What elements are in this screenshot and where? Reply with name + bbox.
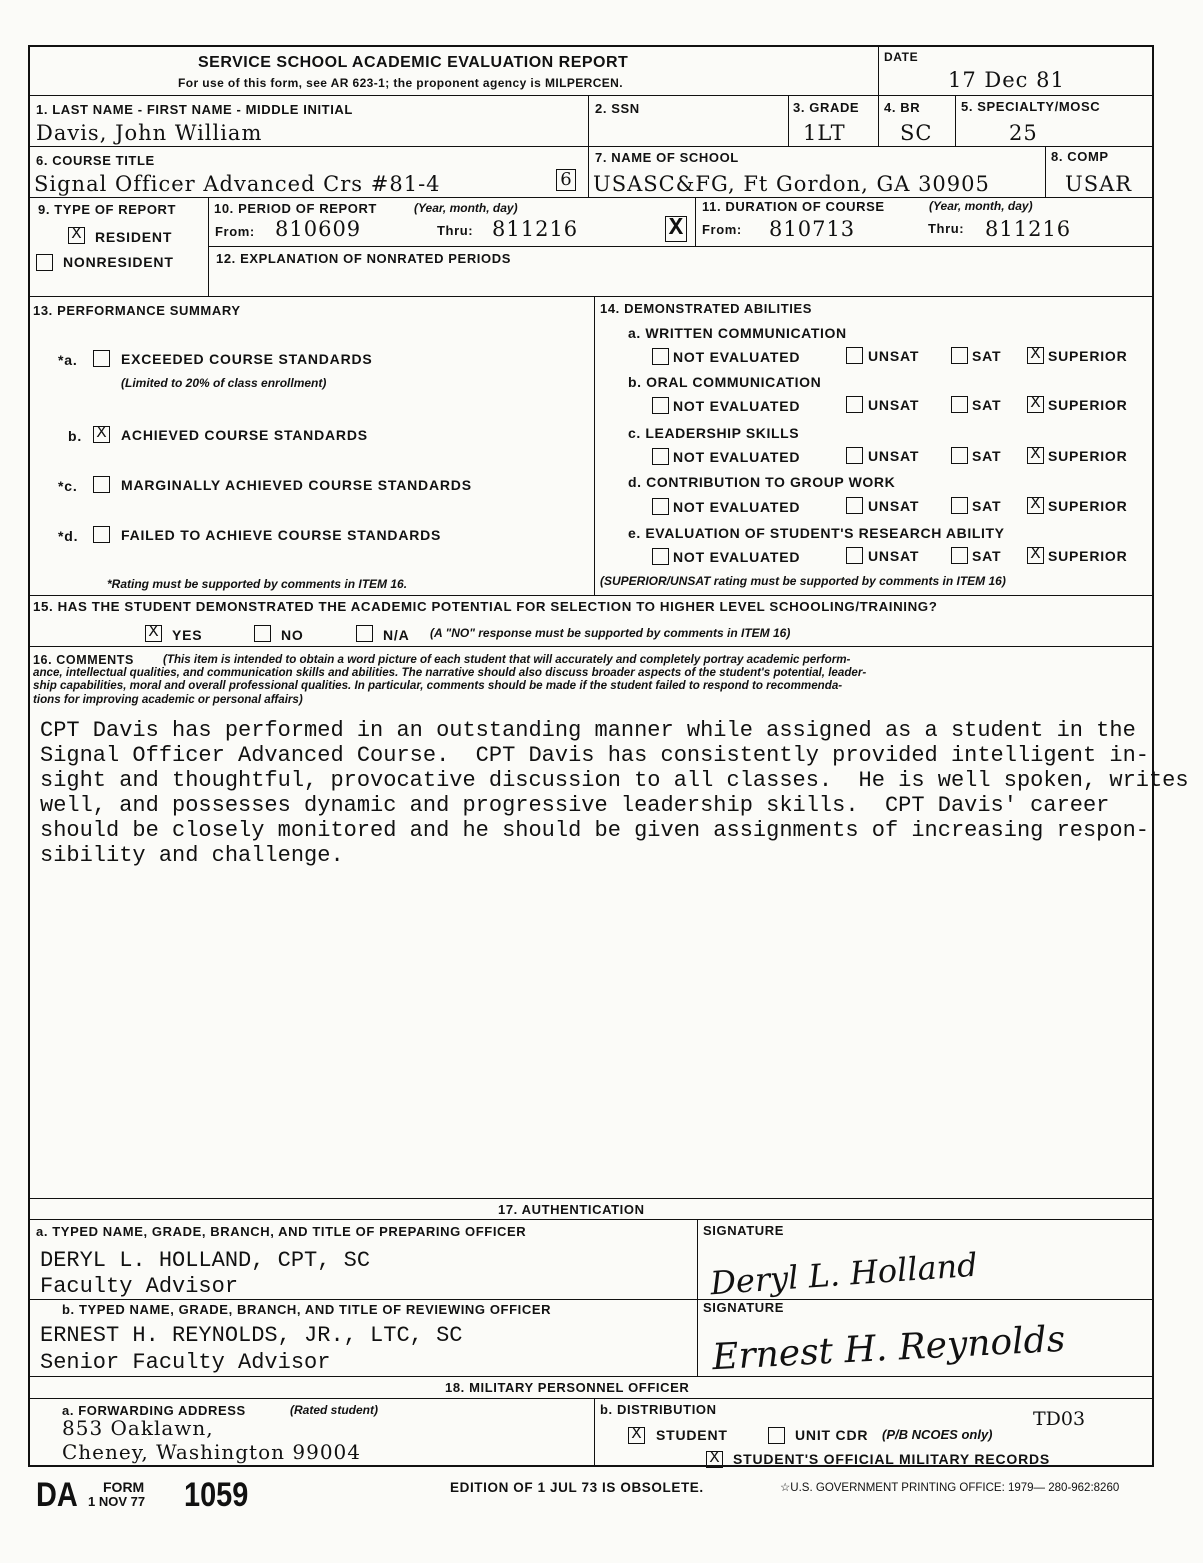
perf-c-prefix: *c. xyxy=(58,478,78,494)
perf-d-prefix: *d. xyxy=(58,528,79,544)
form-date: 1 NOV 77 xyxy=(88,1494,146,1509)
group-sat-label: SAT xyxy=(972,498,1002,514)
comments-label: 16. COMMENTS xyxy=(33,653,134,667)
dist-unit-cdr-label: UNIT CDR xyxy=(795,1427,869,1443)
period-thru-value[interactable]: 811216 xyxy=(492,217,579,241)
comp-value[interactable]: USAR xyxy=(1065,172,1133,196)
dist-student-label: STUDENT xyxy=(656,1427,728,1443)
course-code-mark: 6 xyxy=(556,169,576,191)
school-value[interactable]: USASC&FG, Ft Gordon, GA 30905 xyxy=(593,172,990,196)
exceeded-checkbox[interactable] xyxy=(93,350,110,367)
ssn-field[interactable] xyxy=(595,120,785,142)
group-superior-label: SUPERIOR xyxy=(1048,498,1128,514)
ability-leadership-label: c. LEADERSHIP SKILLS xyxy=(628,425,800,441)
oral-superior-label: SUPERIOR xyxy=(1048,397,1128,413)
reviewing-officer-title[interactable]: Senior Faculty Advisor xyxy=(40,1350,331,1375)
leadership-not-evaluated-checkbox[interactable] xyxy=(652,448,669,465)
military-officer-label: 18. MILITARY PERSONNEL OFFICER xyxy=(445,1380,690,1395)
report-type-label: 9. TYPE OF REPORT xyxy=(38,202,177,217)
forwarding-address-hint: (Rated student) xyxy=(290,1403,378,1417)
reviewing-signature-label: SIGNATURE xyxy=(703,1300,784,1315)
preparing-officer-name[interactable]: DERYL L. HOLLAND, CPT, SC xyxy=(40,1248,371,1273)
dist-unit-cdr-checkbox[interactable] xyxy=(768,1427,785,1444)
reviewing-signature[interactable]: Ernest H. Reynolds xyxy=(711,1318,1067,1379)
forwarding-address-label: a. FORWARDING ADDRESS xyxy=(62,1403,246,1418)
name-value[interactable]: Davis, John William xyxy=(36,121,263,145)
comp-label: 8. COMP xyxy=(1051,149,1109,164)
potential-note: (A "NO" response must be supported by comments in ITEM 16) xyxy=(430,626,791,640)
potential-yes-checkbox[interactable]: X xyxy=(145,625,162,642)
specialty-label: 5. SPECIALTY/MOSC xyxy=(961,99,1101,114)
marginal-label: MARGINALLY ACHIEVED COURSE STANDARDS xyxy=(121,477,472,493)
preparing-officer-title[interactable]: Faculty Advisor xyxy=(40,1274,239,1299)
oral-not-evaluated-label: NOT EVALUATED xyxy=(673,398,801,414)
research-unsat-checkbox[interactable] xyxy=(846,547,863,564)
comment-line: sight and thoughtful, provocative discussion to all classes. He is well spoken, writes xyxy=(40,768,1189,793)
oral-not-evaluated-checkbox[interactable] xyxy=(652,397,669,414)
written-not-evaluated-checkbox[interactable] xyxy=(652,348,669,365)
comment-line: should be closely monitored and he should be given assignments of increasing respon- xyxy=(40,818,1149,843)
comments-instr-3: ship capabilities, moral and overall professional qualities. In particular, comments should be made if the student failed to respond to recommenda- xyxy=(33,679,843,692)
period-from-label: From: xyxy=(215,224,255,239)
group-not-evaluated-label: NOT EVALUATED xyxy=(673,499,801,515)
resident-label: RESIDENT xyxy=(95,229,173,245)
comments-text[interactable] xyxy=(40,718,1189,868)
form-title: SERVICE SCHOOL ACADEMIC EVALUATION REPORT xyxy=(198,54,629,71)
branch-label: 4. BR xyxy=(884,100,921,115)
school-label: 7. NAME OF SCHOOL xyxy=(595,150,739,165)
leadership-superior-label: SUPERIOR xyxy=(1048,448,1128,464)
date-value[interactable]: 17 Dec 81 xyxy=(948,68,1065,92)
research-superior-label: SUPERIOR xyxy=(1048,548,1128,564)
group-unsat-label: UNSAT xyxy=(868,498,920,514)
leadership-sat-checkbox[interactable] xyxy=(951,447,968,464)
comment-line: CPT Davis has performed in an outstanding manner while assigned as a student in the xyxy=(40,718,1136,743)
grade-value[interactable]: 1LT xyxy=(803,121,846,145)
abilities-footnote: (SUPERIOR/UNSAT rating must be supported by comments in ITEM 16) xyxy=(600,574,1006,588)
duration-thru-value[interactable]: 811216 xyxy=(985,217,1072,241)
leadership-sat-label: SAT xyxy=(972,448,1002,464)
branch-value[interactable]: SC xyxy=(900,121,933,145)
comments-instr-1: (This item is intended to obtain a word picture of each student that will accurately and completely portray academic perform- xyxy=(163,653,851,666)
group-not-evaluated-checkbox[interactable] xyxy=(652,498,669,515)
written-superior-label: SUPERIOR xyxy=(1048,348,1128,364)
written-sat-label: SAT xyxy=(972,348,1002,364)
research-not-evaluated-checkbox[interactable] xyxy=(652,548,669,565)
period-label: 10. PERIOD OF REPORT xyxy=(214,201,377,216)
form-subtitle: For use of this form, see AR 623-1; the proponent agency is MILPERCEN. xyxy=(178,76,623,90)
perf-b-prefix: b. xyxy=(68,428,83,444)
dist-unit-cdr-hint: (P/B NCOES only) xyxy=(882,1427,993,1442)
preparing-officer-label: a. TYPED NAME, GRADE, BRANCH, AND TITLE OF PREPARING OFFICER xyxy=(36,1224,527,1239)
grade-label: 3. GRADE xyxy=(793,100,860,115)
course-title-label: 6. COURSE TITLE xyxy=(36,153,155,168)
reviewing-officer-name[interactable]: ERNEST H. REYNOLDS, JR., LTC, SC xyxy=(40,1323,463,1348)
nonresident-label: NONRESIDENT xyxy=(63,254,174,270)
dist-records-label: STUDENT'S OFFICIAL MILITARY RECORDS xyxy=(733,1451,1051,1467)
name-label: 1. LAST NAME - FIRST NAME - MIDDLE INITIAL xyxy=(36,102,353,117)
abilities-label: 14. DEMONSTRATED ABILITIES xyxy=(600,301,813,316)
duration-label: 11. DURATION OF COURSE xyxy=(702,199,885,214)
specialty-value[interactable]: 25 xyxy=(1009,121,1038,145)
potential-na-checkbox[interactable] xyxy=(356,625,373,642)
perf-a-prefix: *a. xyxy=(58,352,78,368)
research-sat-label: SAT xyxy=(972,548,1002,564)
printer-note: ☆U.S. GOVERNMENT PRINTING OFFICE: 1979— 280-962:8260 xyxy=(780,1482,1120,1494)
preparing-signature-label: SIGNATURE xyxy=(703,1223,784,1238)
group-superior-checkbox[interactable]: X xyxy=(1027,497,1044,514)
oral-unsat-checkbox[interactable] xyxy=(846,396,863,413)
research-sat-checkbox[interactable] xyxy=(951,547,968,564)
potential-no-checkbox[interactable] xyxy=(254,625,271,642)
course-title-value[interactable]: Signal Officer Advanced Crs #81-4 xyxy=(34,172,441,196)
comment-line: Signal Officer Advanced Course. CPT Davis has consistently provided intelligent in- xyxy=(40,743,1149,768)
written-unsat-label: UNSAT xyxy=(868,348,920,364)
dist-records-checkbox[interactable]: X xyxy=(706,1451,723,1468)
failed-label: FAILED TO ACHIEVE COURSE STANDARDS xyxy=(121,527,442,543)
period-hint: (Year, month, day) xyxy=(414,201,518,215)
exceeded-label: EXCEEDED COURSE STANDARDS xyxy=(121,351,373,367)
comments-instr-2: ance, intellectual qualities, and communication skills and abilities. The narrative should also discuss broader aspects of the student's potential, leader- xyxy=(33,666,867,679)
authentication-label: 17. AUTHENTICATION xyxy=(498,1202,645,1217)
duration-from-label: From: xyxy=(702,222,742,237)
nonresident-checkbox[interactable] xyxy=(36,254,53,271)
oral-sat-label: SAT xyxy=(972,397,1002,413)
achieved-label: ACHIEVED COURSE STANDARDS xyxy=(121,427,368,443)
oral-superior-checkbox[interactable]: X xyxy=(1027,396,1044,413)
comment-line: well, and possesses dynamic and progressive leadership skills. CPT Davis' career xyxy=(40,793,1110,818)
comments-instr-4: tions for improving academic or personal affairs) xyxy=(33,693,303,706)
written-unsat-checkbox[interactable] xyxy=(846,347,863,364)
potential-question: 15. HAS THE STUDENT DEMONSTRATED THE ACADEMIC POTENTIAL FOR SELECTION TO HIGHER LEVEL SCHOOLING/TRAINING? xyxy=(33,599,938,614)
form-number: 1059 xyxy=(184,1476,249,1514)
ability-group-work-label: d. CONTRIBUTION TO GROUP WORK xyxy=(628,474,896,490)
failed-checkbox[interactable] xyxy=(93,526,110,543)
leadership-unsat-label: UNSAT xyxy=(868,448,920,464)
reviewing-officer-label: b. TYPED NAME, GRADE, BRANCH, AND TITLE OF REVIEWING OFFICER xyxy=(62,1302,552,1317)
preparing-signature[interactable]: Deryl L. Holland xyxy=(709,1245,979,1303)
leadership-superior-checkbox[interactable]: X xyxy=(1027,447,1044,464)
duration-thru-label: Thru: xyxy=(928,221,965,236)
date-label: DATE xyxy=(884,50,919,64)
edition-note: EDITION OF 1 JUL 73 IS OBSOLETE. xyxy=(450,1480,704,1495)
address-line-1[interactable]: 853 Oaklawn, xyxy=(62,1416,214,1440)
nonrated-label: 12. EXPLANATION OF NONRATED PERIODS xyxy=(216,251,511,266)
duration-mark-box[interactable]: X xyxy=(665,216,687,242)
form-da: DA xyxy=(36,1476,78,1514)
dist-student-checkbox[interactable]: X xyxy=(628,1427,645,1444)
oral-unsat-label: UNSAT xyxy=(868,397,920,413)
potential-yes-label: YES xyxy=(172,627,203,643)
marginal-checkbox[interactable] xyxy=(93,476,110,493)
potential-na-label: N/A xyxy=(383,627,410,643)
performance-footnote: *Rating must be supported by comments in ITEM 16. xyxy=(107,577,408,591)
resident-checkbox[interactable]: X xyxy=(68,227,85,244)
nonrated-field[interactable] xyxy=(216,268,1146,292)
ability-oral-label: b. ORAL COMMUNICATION xyxy=(628,374,822,390)
written-superior-checkbox[interactable]: X xyxy=(1027,347,1044,364)
period-from-value[interactable]: 810609 xyxy=(275,217,362,241)
research-not-evaluated-label: NOT EVALUATED xyxy=(673,549,801,565)
leadership-not-evaluated-label: NOT EVALUATED xyxy=(673,449,801,465)
duration-hint: (Year, month, day) xyxy=(929,199,1033,213)
leadership-unsat-checkbox[interactable] xyxy=(846,447,863,464)
ssn-label: 2. SSN xyxy=(595,101,640,116)
exceeded-note: (Limited to 20% of class enrollment) xyxy=(121,376,327,390)
performance-label: 13. PERFORMANCE SUMMARY xyxy=(33,303,241,318)
group-unsat-checkbox[interactable] xyxy=(846,497,863,514)
address-line-2[interactable]: Cheney, Washington 99004 xyxy=(62,1440,361,1464)
achieved-checkbox[interactable]: X xyxy=(93,426,110,443)
handwritten-code: TD03 xyxy=(1033,1408,1086,1430)
potential-no-label: NO xyxy=(281,627,304,643)
ability-research-label: e. EVALUATION OF STUDENT'S RESEARCH ABILITY xyxy=(628,525,1005,541)
research-unsat-label: UNSAT xyxy=(868,548,920,564)
research-superior-checkbox[interactable]: X xyxy=(1027,547,1044,564)
comment-line: sibility and challenge. xyxy=(40,843,344,868)
period-thru-label: Thru: xyxy=(437,223,474,238)
group-sat-checkbox[interactable] xyxy=(951,497,968,514)
written-sat-checkbox[interactable] xyxy=(951,347,968,364)
ability-written-label: a. WRITTEN COMMUNICATION xyxy=(628,325,847,341)
oral-sat-checkbox[interactable] xyxy=(951,396,968,413)
duration-from-value[interactable]: 810713 xyxy=(769,217,856,241)
written-not-evaluated-label: NOT EVALUATED xyxy=(673,349,801,365)
form-word: FORM xyxy=(103,1479,145,1495)
distribution-label: b. DISTRIBUTION xyxy=(600,1402,717,1417)
